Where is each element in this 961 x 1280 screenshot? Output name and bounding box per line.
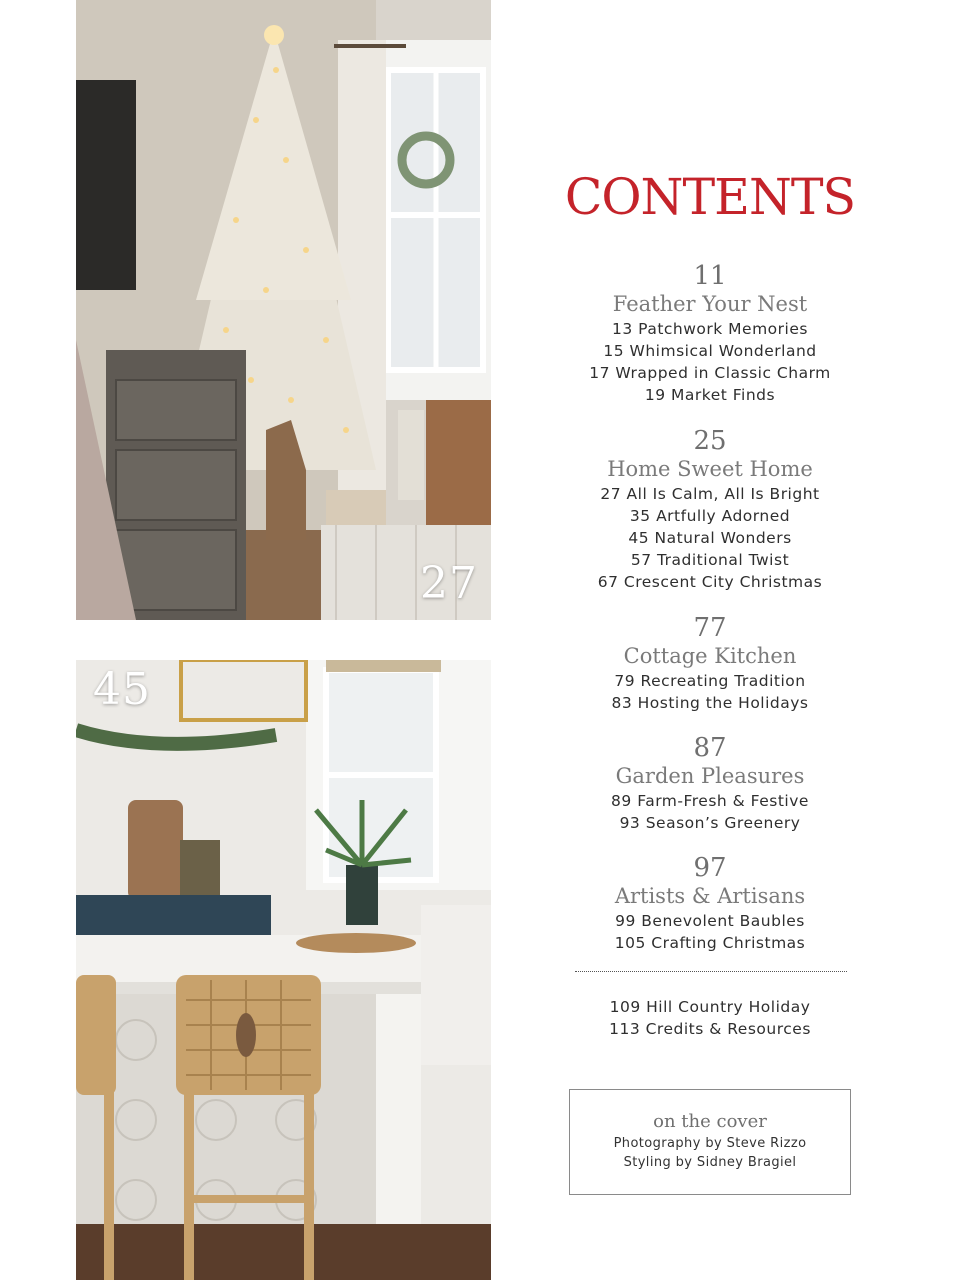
toc-item: 57 Traditional Twist: [630, 551, 790, 569]
toc-item: 113 Credits & Resources: [609, 1020, 811, 1038]
cover-credits-box: [569, 1089, 851, 1195]
section-title: Cottage Kitchen: [623, 644, 797, 668]
styling-credit: Styling by Sidney Bragiel: [623, 1155, 797, 1170]
cover-title: on the cover: [653, 1111, 767, 1132]
section-title: Garden Pleasures: [615, 764, 805, 788]
christmas-tree-photo: [76, 0, 491, 620]
toc-item: 67 Crescent City Christmas: [597, 573, 823, 591]
toc-item: 109 Hill Country Holiday: [609, 998, 811, 1016]
section-title: Feather Your Nest: [612, 292, 808, 316]
toc-item: 35 Artfully Adorned: [629, 507, 791, 525]
contents-title: CONTENTS: [564, 168, 856, 226]
toc-item: 17 Wrapped in Classic Charm: [589, 364, 831, 382]
kitchen-illustration: [76, 660, 491, 1280]
section-page-number: 87: [693, 733, 727, 763]
section-page-number: 25: [693, 426, 727, 456]
toc-item: 19 Market Finds: [644, 386, 776, 404]
section-page-number: 97: [693, 853, 727, 883]
toc-item: 89 Farm-Fresh & Festive: [611, 792, 809, 810]
section-page-number: 77: [693, 613, 727, 643]
photo-page-number: 45: [93, 664, 151, 715]
photography-credit: Photography by Steve Rizzo: [613, 1136, 807, 1151]
section-title: Home Sweet Home: [607, 457, 813, 481]
toc-item: 45 Natural Wonders: [628, 529, 792, 547]
toc-item: 13 Patchwork Memories: [612, 320, 808, 338]
toc-item: 83 Hosting the Holidays: [611, 694, 809, 712]
section-title: Artists & Artisans: [614, 884, 806, 908]
section-page-number: 11: [693, 261, 727, 291]
dotted-divider: [575, 971, 847, 972]
toc-section: [560, 853, 860, 954]
christmas-tree-illustration: [76, 0, 491, 620]
toc-item: 79 Recreating Tradition: [614, 672, 806, 690]
toc-item: 99 Benevolent Baubles: [615, 912, 805, 930]
kitchen-photo: [76, 660, 491, 1280]
toc-item: 93 Season’s Greenery: [619, 814, 801, 832]
toc-item: 27 All Is Calm, All Is Bright: [600, 485, 820, 503]
toc-extras: [560, 996, 860, 1040]
photo-page-number: 27: [420, 558, 478, 609]
toc-section: [560, 613, 860, 714]
toc-section: [560, 733, 860, 834]
toc-section: [560, 261, 860, 406]
toc-section: [560, 426, 860, 593]
toc-item: 15 Whimsical Wonderland: [603, 342, 817, 360]
toc-item: 105 Crafting Christmas: [614, 934, 806, 952]
